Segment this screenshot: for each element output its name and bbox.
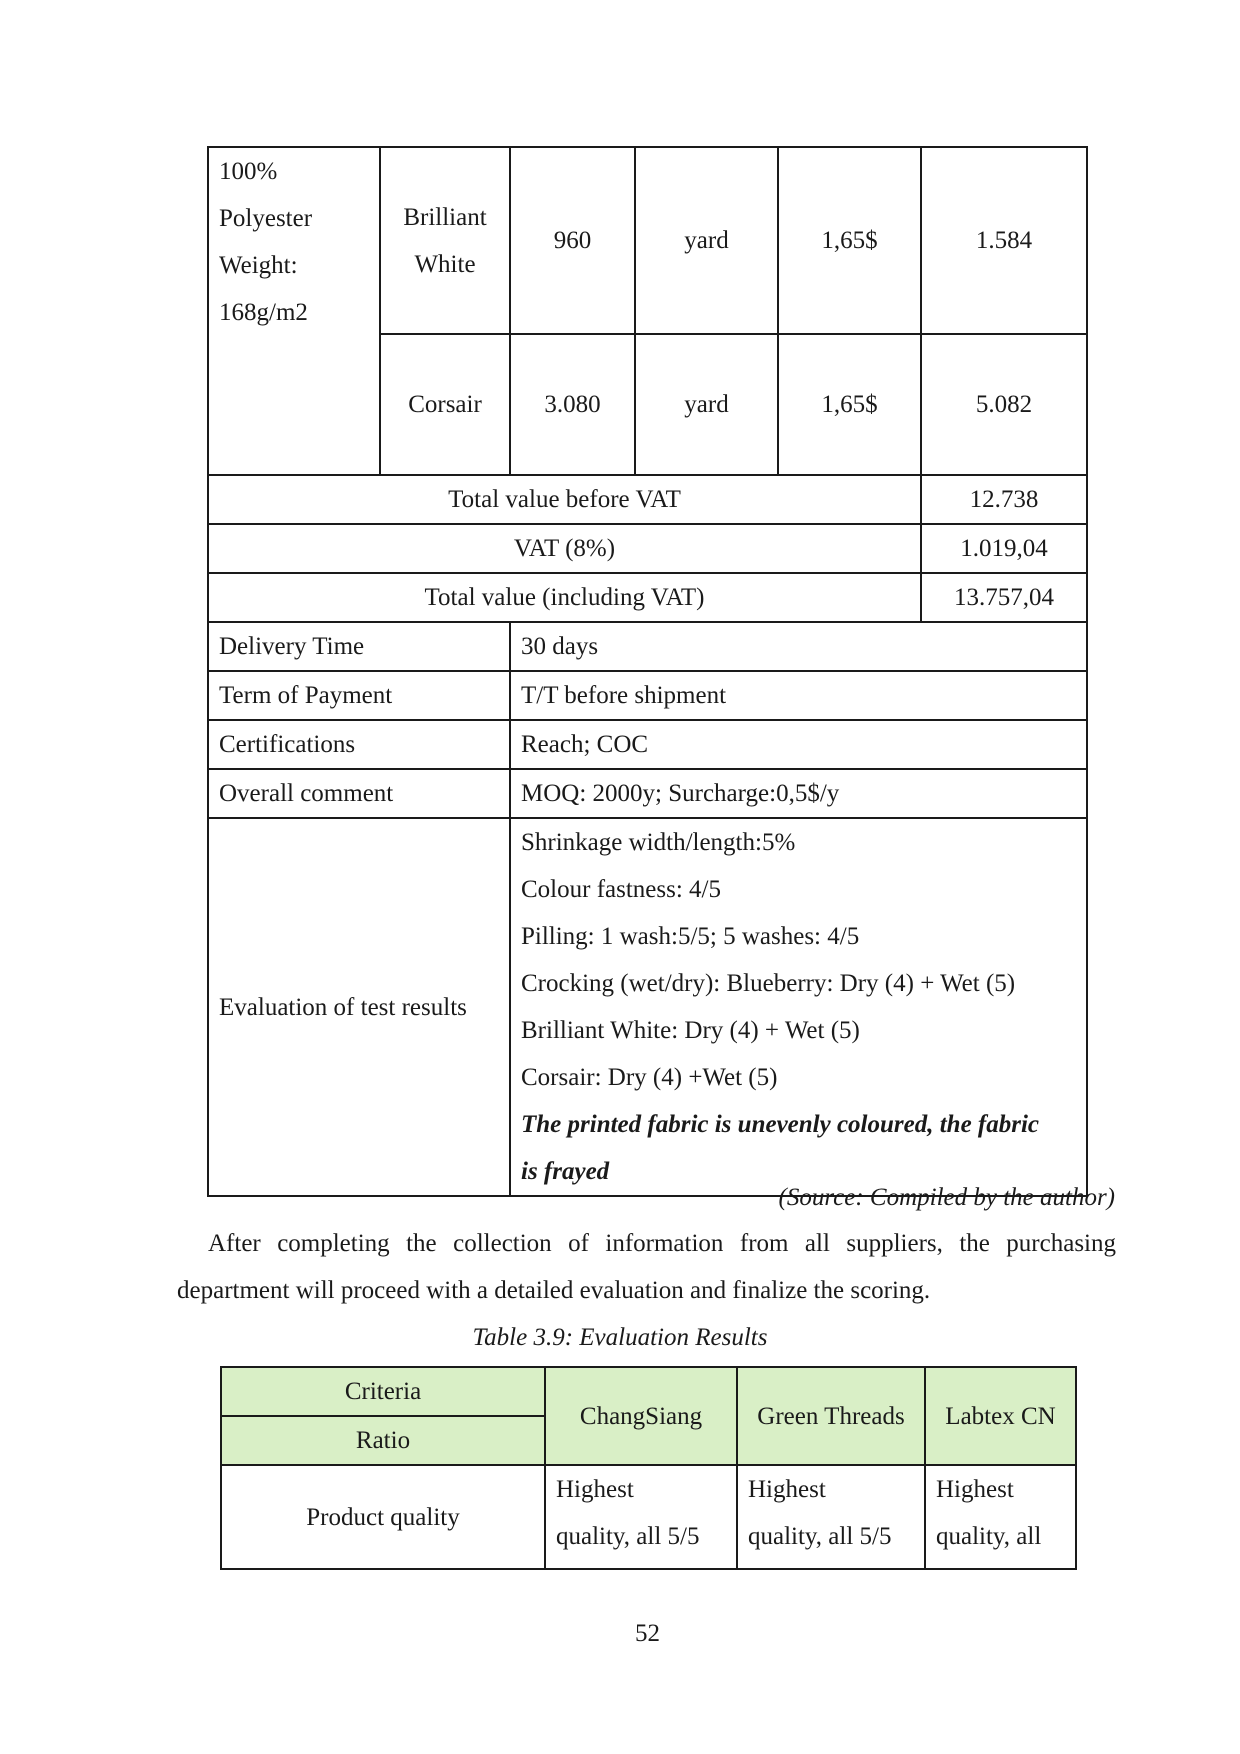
quantity-cell: 960: [510, 147, 635, 334]
table-caption: Table 3.9: Evaluation Results: [472, 1324, 768, 1351]
header-supplier: Labtex CN: [925, 1367, 1076, 1465]
evaluation-row: [208, 818, 1087, 1196]
color-line: White: [414, 250, 476, 278]
term-label: Certifications: [208, 720, 510, 769]
term-value: MOQ: 2000y; Surcharge:0,5$/y: [510, 769, 1087, 818]
header-row: [221, 1367, 1076, 1416]
term-label: Delivery Time: [208, 622, 510, 671]
score-line: quality, all 5/5: [556, 1523, 700, 1550]
price-cell: 1,65$: [778, 147, 921, 334]
vat-label: VAT (8%): [208, 524, 921, 573]
total-value: 12.738: [921, 475, 1087, 524]
color-line: Corsair: [408, 391, 482, 418]
source-note: (Source: Compiled by the author): [778, 1184, 1115, 1211]
table-row: [208, 147, 1087, 334]
evaluation-conclusion: is frayed: [521, 1158, 610, 1185]
material-line: 100%: [219, 158, 278, 185]
supplier-quote-table: [207, 146, 1088, 1197]
score-line: Highest: [556, 1476, 634, 1503]
term-label: Term of Payment: [208, 671, 510, 720]
evaluation-line: Shrinkage width/length:5%: [521, 829, 796, 856]
evaluation-results-table: [220, 1366, 1077, 1570]
evaluation-label: Evaluation of test results: [208, 818, 510, 1196]
unit-cell: yard: [635, 334, 778, 475]
body-paragraph: After completing the collection of information from all suppliers, the purchasing department will proceed with a detailed evaluation and finalize the scoring.: [177, 1230, 1116, 1304]
amount-cell: 1.584: [921, 147, 1087, 334]
material-spec-cell: [208, 147, 380, 475]
header-ratio: Ratio: [221, 1416, 545, 1465]
material-line: Weight:: [219, 252, 298, 279]
price-cell: 1,65$: [778, 334, 921, 475]
evaluation-conclusion: The printed fabric is unevenly coloured, the fabric: [521, 1111, 1040, 1138]
term-value: 30 days: [510, 622, 1087, 671]
term-value: T/T before shipment: [510, 671, 1087, 720]
color-cell: [380, 147, 510, 334]
score-cell: [925, 1465, 1076, 1569]
term-row: [208, 769, 1087, 818]
evaluation-line: Crocking (wet/dry): Blueberry: Dry (4) + Wet (5): [521, 970, 1016, 997]
criterion-cell: Product quality: [221, 1465, 545, 1569]
total-incl-vat-value: 13.757,04: [921, 573, 1087, 622]
total-label: Total value before VAT: [208, 475, 921, 524]
total-incl-vat-label: Total value (including VAT): [208, 573, 921, 622]
score-line: quality, all: [936, 1523, 1042, 1550]
term-label: Overall comment: [208, 769, 510, 818]
total-incl-vat-row: [208, 573, 1087, 622]
header-supplier: Green Threads: [737, 1367, 925, 1465]
score-line: quality, all 5/5: [748, 1523, 892, 1550]
evaluation-line: Pilling: 1 wash:5/5; 5 washes: 4/5: [521, 923, 860, 950]
vat-value: 1.019,04: [921, 524, 1087, 573]
vat-row: [208, 524, 1087, 573]
color-line: Brilliant: [403, 203, 487, 231]
material-line: Polyester: [219, 205, 313, 232]
evaluation-line: Brilliant White: Dry (4) + Wet (5): [521, 1017, 860, 1044]
quantity-cell: 3.080: [510, 334, 635, 475]
page-number: 52: [635, 1620, 660, 1647]
score-line: Highest: [936, 1476, 1014, 1503]
score-line: Highest: [748, 1476, 826, 1503]
header-supplier: ChangSiang: [545, 1367, 737, 1465]
color-cell: [380, 334, 510, 475]
evaluation-line: Corsair: Dry (4) +Wet (5): [521, 1064, 778, 1091]
total-row: [208, 475, 1087, 524]
term-value: Reach; COC: [510, 720, 1087, 769]
evaluation-details: [510, 818, 1087, 1196]
score-cell: [737, 1465, 925, 1569]
unit-cell: yard: [635, 147, 778, 334]
term-row: [208, 671, 1087, 720]
evaluation-line: Colour fastness: 4/5: [521, 876, 721, 903]
material-line: 168g/m2: [219, 299, 308, 326]
term-row: [208, 720, 1087, 769]
table-row: [221, 1465, 1076, 1569]
term-row: [208, 622, 1087, 671]
score-cell: [545, 1465, 737, 1569]
header-criteria: Criteria: [221, 1367, 545, 1416]
amount-cell: 5.082: [921, 334, 1087, 475]
